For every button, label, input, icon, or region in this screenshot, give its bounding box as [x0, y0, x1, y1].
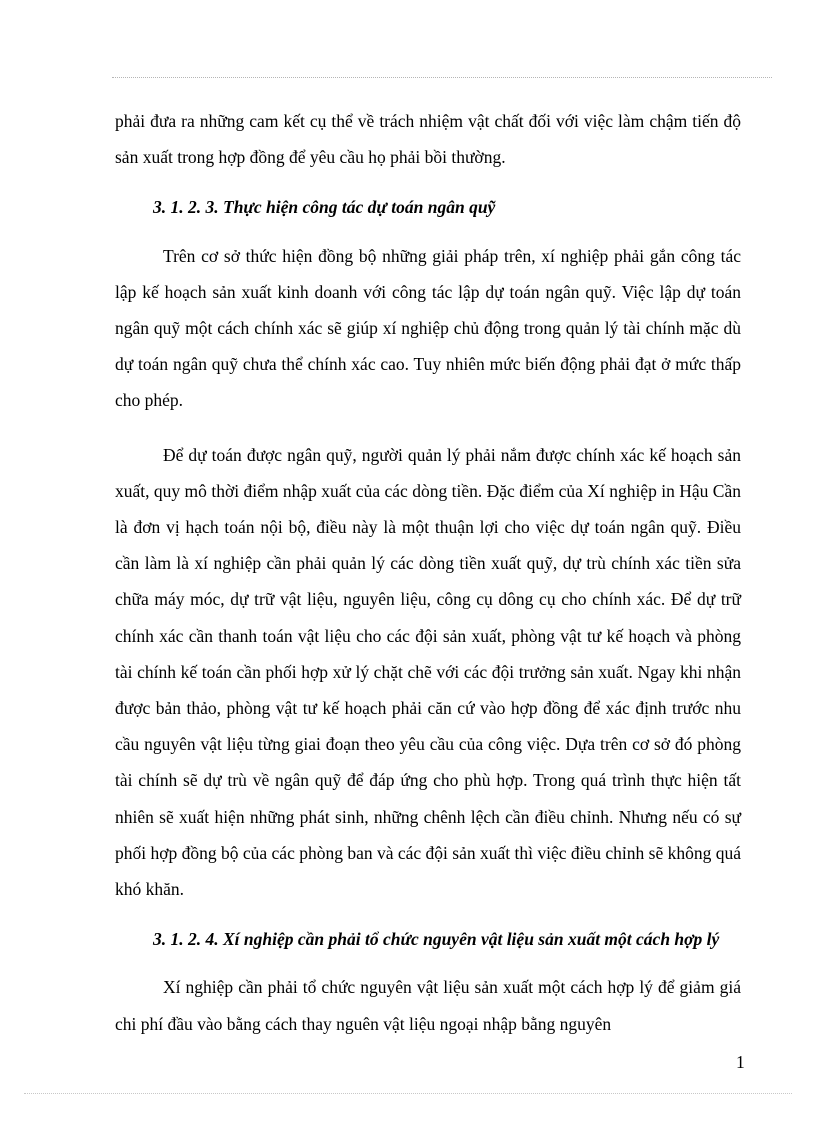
- body-paragraph: Xí nghiệp cần phải tổ chức nguyên vật liệu sản xuất một cách hợp lý để giảm giá chi phí đầu vào bằng cách thay nguên vật liệu ngoại nhập bằng nguyên: [115, 977, 741, 1034]
- section-heading-3-1-2-4: 3. 1. 2. 4. Xí nghiệp cần phải tổ chức nguyên vật liệu sản xuất một cách hợp lý: [153, 929, 720, 950]
- body-paragraph: Trên cơ sở thức hiện đồng bộ những giải pháp trên, xí nghiệp phải gắn công tác lập kế hoạch sản xuất kinh doanh với công tác lập dự toán ngân quỹ. Việc lập dự toán ngân quỹ một cách chính xác sẽ giúp xí nghiệp chủ động trong quản lý tài chính mặc dù dự toán ngân quỹ chưa thể chính xác cao. Tuy nhiên mức biến động phải đạt ở mức thấp cho phép.: [115, 245, 741, 411]
- footer-divider: [24, 1093, 792, 1094]
- page-body: [115, 103, 741, 1042]
- page-number: 1: [736, 1052, 745, 1072]
- header-divider: [112, 77, 772, 78]
- continuation-paragraph: phải đưa ra những cam kết cụ thể về trách nhiệm vật chất đối với việc làm chậm tiến độ sản xuất trong hợp đồng để yêu cầu họ phải bồi thường.: [115, 111, 741, 168]
- body-paragraph: Để dự toán được ngân quỹ, người quản lý phải nắm được chính xác kế hoạch sản xuất, quy mô thời điểm nhập xuất của các dòng tiền. Đặc điểm của Xí nghiệp in Hậu Cần là đơn vị hạch toán nội bộ, điều này là một thuận lợi cho việc dự toán ngân quỹ. Điều cần làm là xí nghiệp cần phải quản lý các dòng tiền xuất quỹ, dự trù chính xác tiền sửa chữa máy móc, dự trữ vật liệu, nguyên liệu, công cụ dông cụ cho chính xác. Để dự trữ chính xác cần thanh toán vật liệu cho các đội sản xuất, phòng vật tư kế hoạch và phòng tài chính kế toán cần phối hợp xử lý chặt chẽ với các đội trưởng sản xuất. Ngay khi nhận được bản thảo, phòng vật tư kế hoạch phải căn cứ vào hợp đồng để xác định trước nhu cầu nguyên vật liệu từng giai đoạn theo yêu cầu của công việc. Dựa trên cơ sở đó phòng tài chính sẽ dự trù về ngân quỹ để đáp ứng cho phù hợp. Trong quá trình thực hiện tất nhiên sẽ xuất hiện những phát sinh, những chênh lệch cần điều chỉnh. Nhưng nếu có sự phối hợp đồng bộ của các phòng ban và các đội sản xuất thì việc điều chỉnh sẽ không quá khó khăn.: [115, 444, 741, 900]
- section-heading-3-1-2-3: 3. 1. 2. 3. Thực hiện công tác dự toán ngân quỹ: [153, 197, 496, 218]
